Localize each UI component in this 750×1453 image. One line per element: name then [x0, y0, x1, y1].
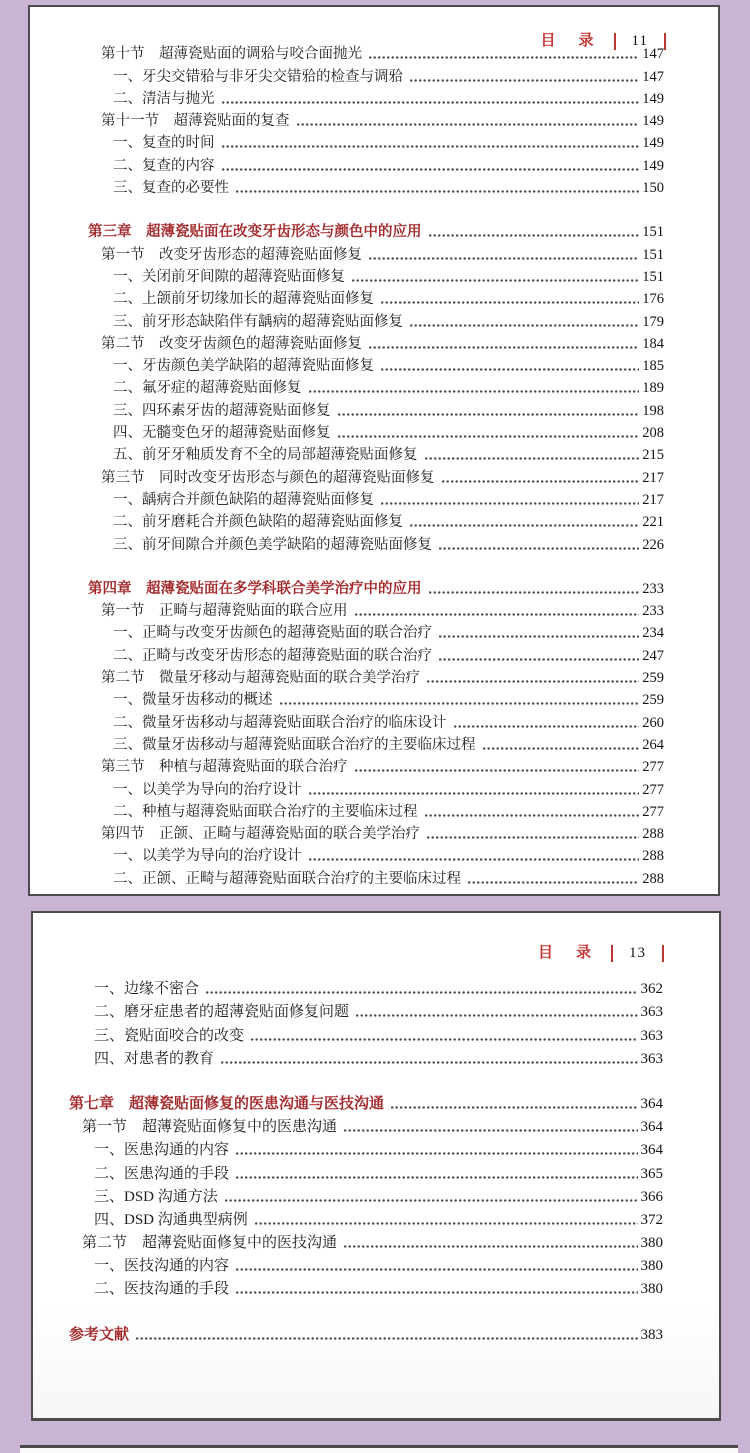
toc-entry-page-number: 184: [642, 335, 664, 352]
toc-entry-label: 第七章 超薄瓷贴面修复的医患沟通与医技沟通: [69, 1095, 385, 1112]
toc-entry: [88, 308, 664, 330]
toc-entry-page-number: 380: [640, 1235, 663, 1252]
dotted-leader: [221, 1061, 637, 1064]
dotted-leader: [483, 747, 640, 750]
toc-entry-page-number: 233: [642, 603, 664, 620]
toc-entry: [69, 1252, 663, 1275]
dotted-leader: [381, 368, 639, 371]
toc-entry-page-number: 179: [642, 313, 664, 330]
dotted-leader: [344, 1245, 637, 1248]
toc-entry-page-number: 198: [642, 402, 664, 419]
toc-entry-page-number: 383: [640, 1326, 663, 1343]
toc-entry: [88, 130, 664, 152]
toc-entry-label: 二、磨牙症患者的超薄瓷贴面修复问题: [94, 1004, 350, 1021]
toc-entry: [88, 709, 664, 731]
dotted-leader: [309, 792, 640, 795]
dotted-leader: [309, 858, 640, 861]
toc-entry-page-number: 277: [642, 759, 664, 776]
toc-entry: [88, 86, 664, 108]
dotted-leader: [297, 123, 640, 126]
toc-entry-page-number: 208: [642, 425, 664, 442]
toc-entry-label: 二、前牙磨耗合并颜色缺陷的超薄瓷贴面修复: [113, 514, 403, 531]
dotted-leader: [236, 1152, 637, 1155]
toc-entry-label: 二、医患沟通的手段: [94, 1165, 230, 1182]
toc-entry-page-number: 363: [640, 1004, 663, 1021]
toc-entry-label: 二、医技沟通的手段: [94, 1281, 230, 1298]
toc-entry: [88, 687, 664, 709]
toc-entry-page-number: 151: [642, 268, 664, 285]
toc-entry: [69, 998, 663, 1021]
toc-entry: [88, 598, 664, 620]
dotted-leader: [369, 257, 639, 260]
toc-entry-page-number: 363: [640, 1050, 663, 1067]
dotted-leader: [355, 769, 640, 772]
dotted-leader: [381, 502, 639, 505]
toc-entry-label: 四、无髓变色牙的超薄瓷贴面修复: [113, 425, 331, 442]
toc-entry-label: 三、瓷贴面咬合的改变: [94, 1027, 245, 1044]
toc-entry-label: 一、医患沟通的内容: [94, 1142, 230, 1159]
toc-entry-page-number: 372: [640, 1211, 663, 1228]
toc-entry-label: 第一节 正畸与超薄瓷贴面的联合应用: [101, 603, 348, 620]
header-title: 目 录: [537, 945, 595, 961]
toc-entry: [88, 264, 664, 286]
dotted-leader: [429, 234, 640, 237]
toc-entry-page-number: 147: [642, 46, 664, 63]
toc-entry-page-number: 176: [642, 291, 664, 308]
toc-entry-label: 三、前牙间隙合并颜色美学缺陷的超薄瓷贴面修复: [113, 536, 432, 553]
toc-entry-label: 一、牙尖交错𬌗与非牙尖交错𬌗的检查与调𬌗: [113, 68, 403, 85]
toc-entry-label: 第一节 改变牙齿形态的超薄瓷贴面修复: [101, 246, 362, 263]
page-header: [538, 945, 664, 962]
toc-entry-label: 第四节 正颌、正畸与超薄瓷贴面的联合美学治疗: [101, 826, 420, 843]
toc-entry: [88, 799, 664, 821]
dotted-leader: [280, 702, 640, 705]
toc-entry-label: 二、正畸与改变牙齿形态的超薄瓷贴面的联合治疗: [113, 647, 432, 664]
toc-entry: [69, 1275, 663, 1298]
toc-entry: [88, 286, 664, 308]
header-divider-bar: [664, 33, 666, 50]
toc-entry: [88, 776, 664, 798]
header-divider-bar: [662, 945, 664, 962]
dotted-leader: [410, 524, 639, 527]
toc-entry: [88, 175, 664, 197]
toc-entry-page-number: 189: [642, 380, 664, 397]
dotted-leader: [251, 1038, 637, 1041]
toc-entry: [88, 576, 664, 598]
toc-entry-label: 三、前牙形态缺陷伴有龋病的超薄瓷贴面修复: [113, 313, 403, 330]
toc-entry-label: 第三节 种植与超薄瓷贴面的联合治疗: [101, 759, 348, 776]
dotted-leader: [222, 101, 640, 104]
toc-entry: [88, 108, 664, 130]
dotted-leader: [369, 56, 639, 59]
toc-entry-label: 二、复查的内容: [113, 157, 215, 174]
next-page-edge: [20, 1445, 738, 1453]
toc-entry-label: 二、正颌、正畸与超薄瓷贴面联合治疗的主要临床过程: [113, 870, 461, 887]
toc-entry-page-number: 233: [642, 580, 664, 597]
toc-entry: [88, 397, 664, 419]
toc-entry: [69, 1183, 663, 1206]
toc-entry-page-number: 151: [642, 224, 664, 241]
toc-entry-label: 参考文献: [69, 1326, 130, 1343]
dotted-leader: [425, 457, 640, 460]
toc-entry: [88, 620, 664, 642]
toc-entry-label: 一、关闭前牙间隙的超薄瓷贴面修复: [113, 268, 345, 285]
toc-entry: [88, 375, 664, 397]
toc-entry-label: 一、龋病合并颜色缺陷的超薄瓷贴面修复: [113, 491, 374, 508]
dotted-leader: [355, 613, 640, 616]
toc-entry: [88, 41, 664, 63]
toc-entry-page-number: 277: [642, 781, 664, 798]
toc-entry-page-number: 259: [642, 670, 664, 687]
dotted-leader: [236, 1176, 637, 1179]
dotted-leader: [356, 1014, 637, 1017]
toc-entry: [88, 152, 664, 174]
toc-entry-page-number: 217: [642, 469, 664, 486]
dotted-leader: [381, 301, 639, 304]
toc-entry-label: 一、正畸与改变牙齿颜色的超薄瓷贴面的联合治疗: [113, 625, 432, 642]
toc-entry-page-number: 149: [642, 113, 664, 130]
toc-entry: [88, 353, 664, 375]
dotted-leader: [309, 390, 640, 393]
toc-entry-label: 一、以美学为导向的治疗设计: [113, 848, 302, 865]
dotted-leader: [425, 814, 640, 817]
toc-entry-label: 四、DSD 沟通典型病例: [94, 1211, 248, 1228]
toc-entry-label: 一、边缘不密合: [94, 981, 200, 998]
toc-entry: [88, 531, 664, 553]
dotted-leader: [427, 836, 639, 839]
toc-entry: [88, 331, 664, 353]
dotted-leader: [236, 1291, 637, 1294]
header-page-number: 11: [631, 33, 648, 49]
dotted-leader: [427, 680, 639, 683]
toc-entry-page-number: 288: [642, 826, 664, 843]
toc-entry-page-number: 366: [640, 1188, 663, 1205]
toc-entry-page-number: 362: [640, 981, 663, 998]
toc-entry-page-number: 149: [642, 157, 664, 174]
toc-entry-page-number: 149: [642, 90, 664, 107]
toc-entry-label: 第一节 超薄瓷贴面修复中的医患沟通: [82, 1119, 338, 1136]
dotted-leader: [344, 1129, 637, 1132]
toc-entry-label: 第三节 同时改变牙齿形态与颜色的超薄瓷贴面修复: [101, 469, 435, 486]
toc-entry: [88, 865, 664, 887]
toc-entry-label: 二、清洁与抛光: [113, 90, 215, 107]
dotted-leader: [255, 1222, 638, 1225]
dotted-leader: [442, 480, 640, 483]
toc-entry: [88, 442, 664, 464]
toc-entry: [88, 420, 664, 442]
dotted-leader: [338, 435, 640, 438]
toc-entry: [88, 821, 664, 843]
dotted-leader: [391, 1106, 637, 1109]
toc-entry-label: 第四章 超薄瓷贴面在多学科联合美学治疗中的应用: [88, 580, 422, 597]
dotted-leader: [468, 881, 639, 884]
toc-entry-label: 二、种植与超薄瓷贴面联合治疗的主要临床过程: [113, 803, 418, 820]
toc-entry-label: 第十一节 超薄瓷贴面的复查: [101, 113, 290, 130]
dotted-leader: [136, 1337, 637, 1340]
toc-entry-page-number: 264: [642, 736, 664, 753]
dotted-leader: [439, 547, 639, 550]
toc-entry-label: 一、医技沟通的内容: [94, 1258, 230, 1275]
toc-entry-label: 三、四环素牙齿的超薄瓷贴面修复: [113, 402, 331, 419]
toc-entry-page-number: 260: [642, 714, 664, 731]
toc-entry-label: 一、微量牙齿移动的概述: [113, 692, 273, 709]
toc-list: [88, 41, 664, 888]
header-divider-bar: [611, 945, 613, 962]
toc-entry-page-number: 247: [642, 647, 664, 664]
toc-entry-label: 第十节 超薄瓷贴面的调𬌗与咬合面抛光: [101, 46, 362, 63]
dotted-leader: [454, 725, 640, 728]
toc-entry-page-number: 364: [640, 1142, 663, 1159]
toc-entry: [88, 487, 664, 509]
toc-entry: [88, 665, 664, 687]
dotted-leader: [236, 1268, 637, 1271]
dotted-leader: [338, 413, 640, 416]
toc-entry-page-number: 150: [642, 180, 664, 197]
toc-entry: [88, 241, 664, 263]
toc-entry: [69, 975, 663, 998]
dotted-leader: [410, 79, 639, 82]
toc-entry: [69, 1229, 663, 1252]
header-page-number: 13: [629, 945, 646, 961]
toc-entry-page-number: 215: [642, 447, 664, 464]
dotted-leader: [222, 168, 640, 171]
toc-entry: [88, 754, 664, 776]
dotted-leader: [206, 991, 637, 994]
dotted-leader: [410, 324, 639, 327]
toc-entry-page-number: 147: [642, 68, 664, 85]
dotted-leader: [429, 591, 640, 594]
header-title: 目 录: [540, 33, 598, 49]
toc-entry-page-number: 288: [642, 848, 664, 865]
dotted-leader: [225, 1199, 638, 1202]
toc-entry: [88, 464, 664, 486]
toc-entry: [88, 63, 664, 85]
toc-entry-label: 三、微量牙齿移动与超薄瓷贴面联合治疗的主要临床过程: [113, 736, 476, 753]
toc-entry-page-number: 365: [640, 1165, 663, 1182]
dotted-leader: [369, 346, 639, 349]
toc-entry-label: 四、对患者的教育: [94, 1050, 215, 1067]
toc-page-11: [28, 5, 720, 896]
toc-entry-page-number: 363: [640, 1027, 663, 1044]
toc-entry: [69, 1045, 663, 1068]
dotted-leader: [222, 145, 640, 148]
toc-entry: [88, 732, 664, 754]
toc-entry-label: 二、氟牙症的超薄瓷贴面修复: [113, 380, 302, 397]
toc-page-13: [31, 911, 721, 1421]
toc-entry: [69, 1206, 663, 1229]
toc-entry-label: 一、牙齿颜色美学缺陷的超薄瓷贴面修复: [113, 358, 374, 375]
toc-entry-page-number: 380: [640, 1258, 663, 1275]
toc-entry: [88, 843, 664, 865]
toc-entry-label: 三、DSD 沟通方法: [94, 1188, 218, 1205]
toc-entry: [69, 1090, 663, 1113]
toc-entry-label: 一、复查的时间: [113, 135, 215, 152]
toc-entry: [69, 1320, 663, 1343]
toc-entry-label: 第二节 微量牙移动与超薄瓷贴面的联合美学治疗: [101, 670, 420, 687]
dotted-leader: [236, 190, 639, 193]
toc-entry-label: 二、微量牙齿移动与超薄瓷贴面联合治疗的临床设计: [113, 714, 447, 731]
toc-entry-page-number: 221: [642, 514, 664, 531]
toc-entry: [88, 509, 664, 531]
toc-entry: [88, 219, 664, 241]
toc-entry-page-number: 226: [642, 536, 664, 553]
toc-entry: [88, 642, 664, 664]
toc-entry: [69, 1159, 663, 1182]
toc-entry-page-number: 149: [642, 135, 664, 152]
dotted-leader: [352, 279, 639, 282]
toc-entry-page-number: 185: [642, 358, 664, 375]
dotted-leader: [439, 635, 639, 638]
toc-entry-page-number: 259: [642, 692, 664, 709]
toc-entry-label: 第三章 超薄瓷贴面在改变牙齿形态与颜色中的应用: [88, 224, 422, 241]
toc-entry-page-number: 364: [640, 1095, 663, 1112]
toc-entry: [69, 1021, 663, 1044]
toc-entry-label: 二、上颌前牙切缘加长的超薄瓷贴面修复: [113, 291, 374, 308]
toc-entry-page-number: 288: [642, 870, 664, 887]
dotted-leader: [439, 658, 639, 661]
toc-entry: [69, 1136, 663, 1159]
toc-entry-page-number: 364: [640, 1119, 663, 1136]
toc-entry-label: 五、前牙牙釉质发育不全的局部超薄瓷贴面修复: [113, 447, 418, 464]
toc-entry-page-number: 151: [642, 246, 664, 263]
toc-list: [69, 975, 663, 1344]
toc-entry: [69, 1113, 663, 1136]
toc-entry-label: 三、复查的必要性: [113, 180, 229, 197]
toc-entry-label: 一、以美学为导向的治疗设计: [113, 781, 302, 798]
toc-entry-page-number: 234: [642, 625, 664, 642]
toc-entry-label: 第二节 超薄瓷贴面修复中的医技沟通: [82, 1235, 338, 1252]
toc-entry-page-number: 217: [642, 491, 664, 508]
toc-entry-page-number: 277: [642, 803, 664, 820]
toc-entry-label: 第二节 改变牙齿颜色的超薄瓷贴面修复: [101, 335, 362, 352]
toc-entry-page-number: 380: [640, 1281, 663, 1298]
